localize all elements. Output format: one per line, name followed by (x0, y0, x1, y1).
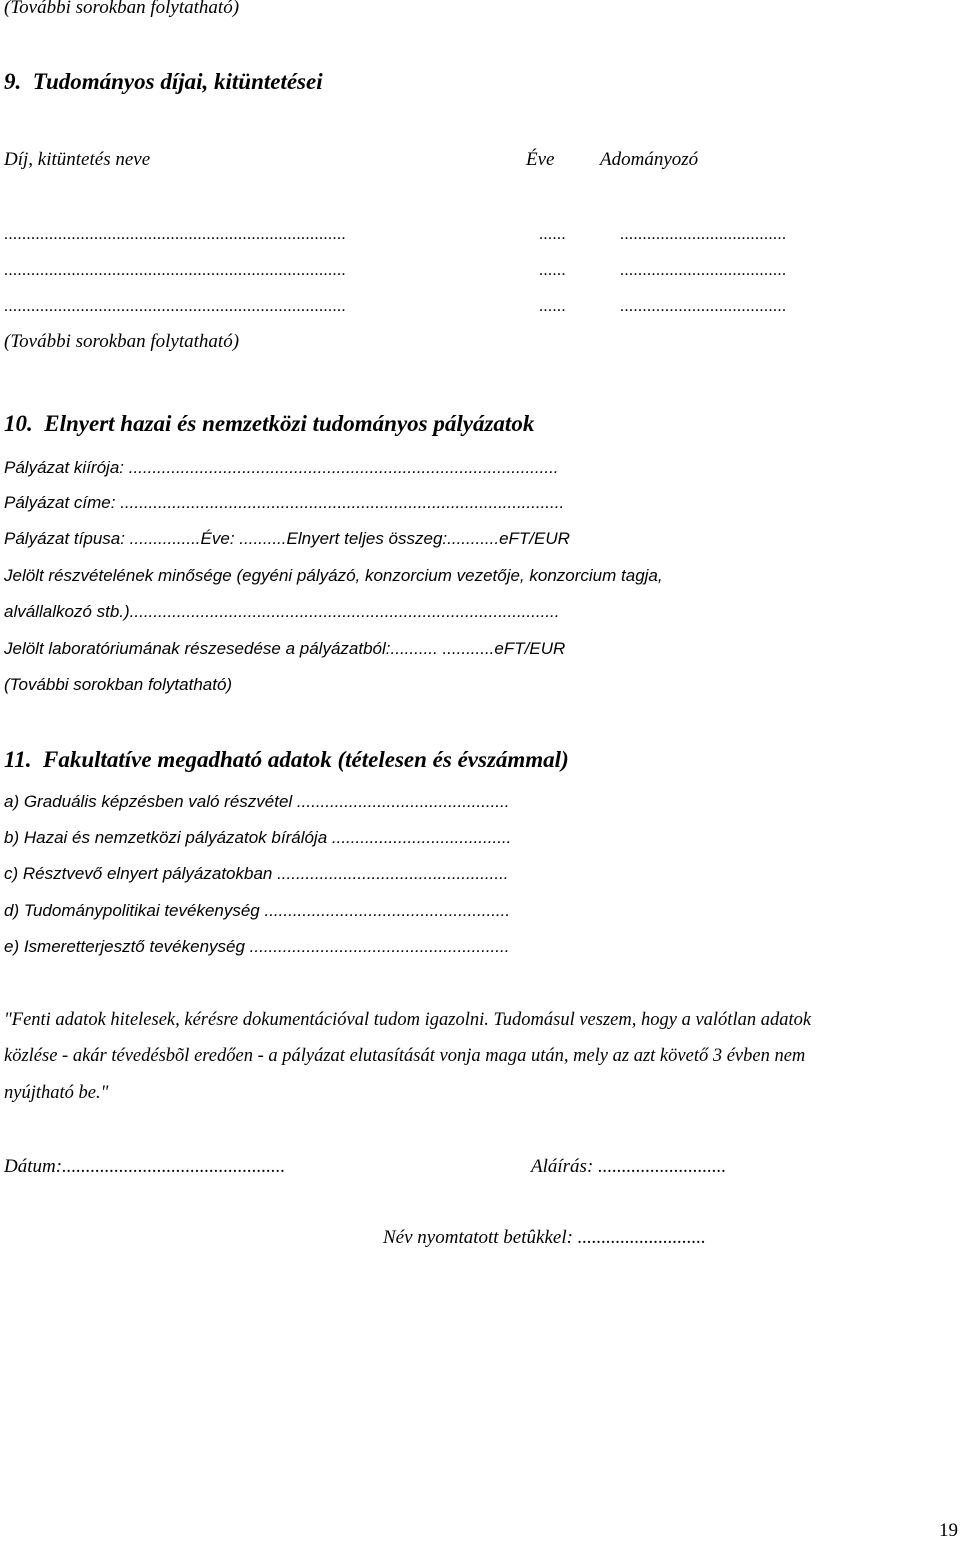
column-donor: Adományozó (600, 149, 699, 170)
grant-role-line-1: Jelölt részvételének minősége (egyéni pályázó, konzorcium vezetője, konzorcium tagja, (4, 566, 663, 585)
grant-role-line-2: alvállalkozó stb.)........................................................................................... (4, 602, 560, 621)
printed-name-field: Név nyomtatott betûkkel: ........................... (383, 1227, 706, 1248)
declaration-line-1: "Fenti adatok hitelesek, kérésre dokumentációval tudom igazolni. Tudomásul veszem, hogy a valótlan adatok (4, 1010, 812, 1030)
optional-item-c: c) Résztvevő elnyert pályázatokban ................................................. (4, 864, 509, 883)
column-award-name: Díj, kitüntetés neve (4, 149, 151, 170)
grant-share-line: Jelölt laboratóriumának részesedése a pályázatból:.......... ...........eFT/EUR (4, 639, 566, 658)
section-9-heading: 9. Tudományos díjai, kitüntetései (4, 69, 323, 94)
column-year: Éve (526, 149, 555, 170)
optional-item-d: d) Tudománypolitikai tevékenység .................................................... (4, 901, 511, 920)
optional-item-a: a) Graduális képzésben való részvétel ............................................. (4, 792, 510, 811)
declaration-line-3: nyújtható be." (4, 1083, 109, 1103)
page-number: 19 (939, 1520, 958, 1541)
continued-note-9: (További sorokban folytatható) (4, 331, 240, 352)
grant-title-line: Pályázat címe: .............................................................................................. (4, 493, 565, 512)
optional-item-b: b) Hazai és nemzetközi pályázatok bírálója ...................................... (4, 828, 512, 847)
continued-note-10: (További sorokban folytatható) (4, 675, 233, 694)
optional-item-e: e) Ismeretterjesztő tevékenység ....................................................... (4, 937, 510, 956)
declaration-line-2: közlése - akár tévedésbõl eredően - a pályázat elutasítását vonja maga után, mely az azt követő 3 évben nem (4, 1046, 806, 1066)
section-10-heading: 10. Elnyert hazai és nemzetközi tudományos pályázatok (4, 411, 535, 436)
grant-type-line: Pályázat típusa: ...............Éve: ..........Elnyert teljes összeg:...........eFT/EUR (4, 529, 570, 548)
signature-field: Aláírás: ........................... (531, 1156, 727, 1177)
grant-issuer-line: Pályázat kiírója: ........................................................................................... (4, 458, 559, 477)
date-field: Dátum:............................................... (4, 1156, 286, 1177)
continued-note-top: (További sorokban folytatható) (4, 0, 240, 18)
section-11-heading: 11. Fakultatíve megadható adatok (tételesen és évszámmal) (4, 747, 569, 772)
